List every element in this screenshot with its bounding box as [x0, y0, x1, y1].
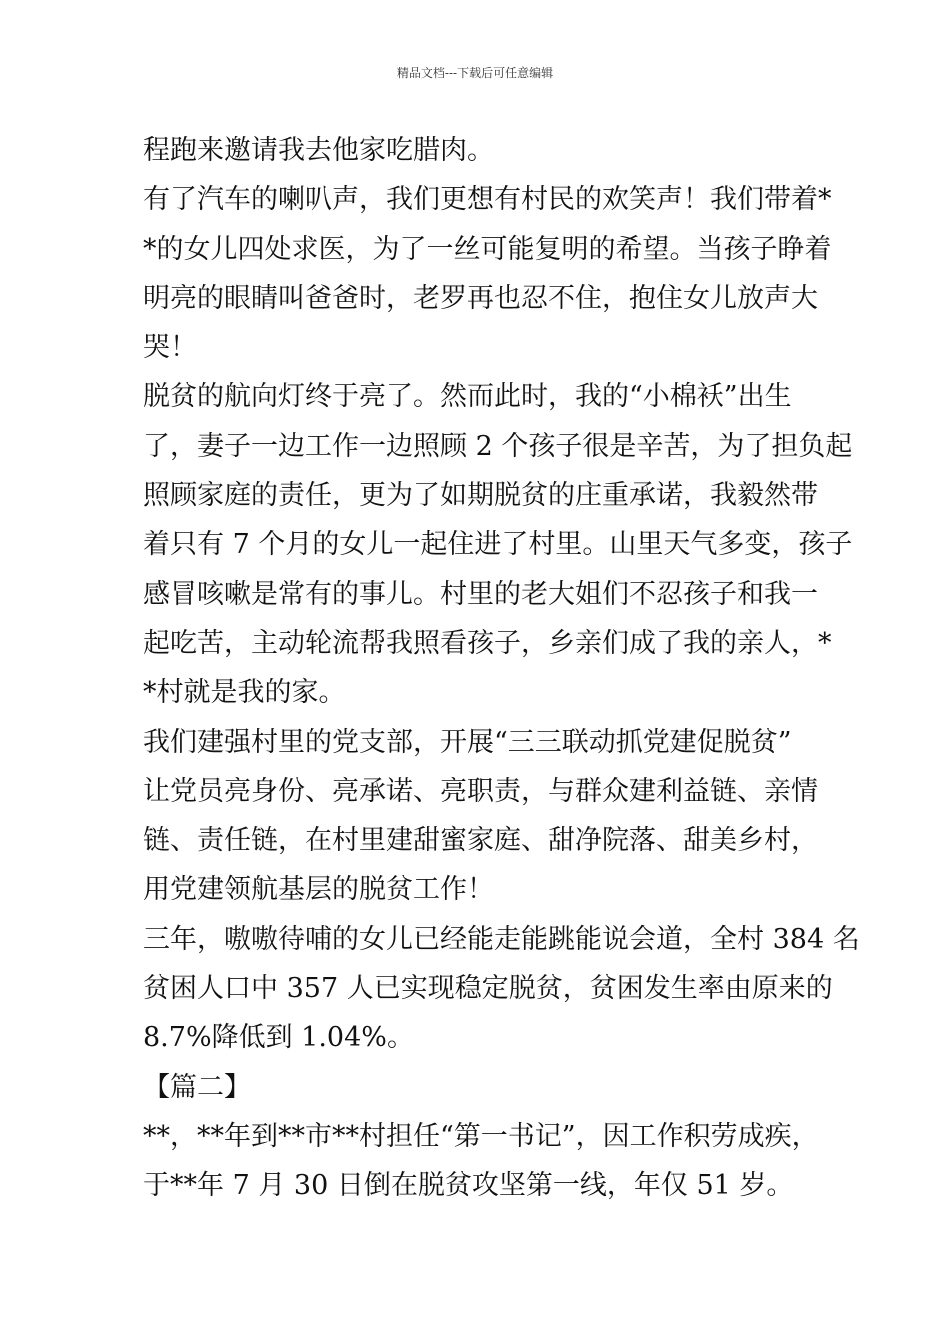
text-line: 程跑来邀请我去他家吃腊肉。: [143, 135, 494, 166]
text-line: 我们建强村里的党支部，开展“三三联动抓党建促脱贫”: [143, 726, 792, 758]
document-body: [143, 126, 860, 1211]
text-line: 于**年 7 月 30 日倒在脱贫攻坚第一线，年仅 51 岁。: [143, 1170, 794, 1202]
text-line: 哭！: [143, 332, 197, 364]
text-line: 脱贫的航向灯终于亮了。然而此时，我的“小棉袄”出生: [143, 381, 792, 413]
text-line: 明亮的眼睛叫爸爸时，老罗再也忍不住，抱住女儿放声大: [143, 282, 818, 314]
text-line: 8.7%降低到 1.04%。: [143, 1022, 414, 1054]
text-line: 让党员亮身份、亮承诺、亮职责，与群众建利益链、亲情: [143, 775, 818, 807]
text-line: 了，妻子一边工作一边照顾 2 个孩子很是辛苦，为了担负起: [143, 430, 853, 462]
text-line: 起吃苦，主动轮流帮我照看孩子，乡亲们成了我的亲人，*: [143, 627, 832, 659]
text-line: *村就是我的家。: [143, 677, 346, 709]
text-line: 贫困人口中 357 人已实现稳定脱贫，贫困发生率由原来的: [143, 973, 833, 1005]
section-heading: 【篇二】: [143, 1071, 251, 1103]
text-line: 照顾家庭的责任，更为了如期脱贫的庄重承诺，我毅然带: [143, 480, 818, 512]
text-line: **，**年到**市**村担任“第一书记”，因工作积劳成疾，: [143, 1120, 819, 1152]
text-line: 有了汽车的喇叭声，我们更想有村民的欢笑声！我们带着*: [143, 184, 832, 216]
page-header: 精品文档---下载后可任意编辑: [396, 66, 554, 80]
text-line: 链、责任链，在村里建甜蜜家庭、甜净院落、甜美乡村，: [143, 825, 818, 857]
text-line: 着只有 7 个月的女儿一起住进了村里。山里天气多变，孩子: [143, 529, 853, 561]
text-line: *的女儿四处求医，为了一丝可能复明的希望。当孩子睁着: [143, 233, 832, 265]
text-line: 感冒咳嗽是常有的事儿。村里的老大姐们不忍孩子和我一: [143, 578, 818, 610]
text-line: 用党建领航基层的脱贫工作！: [143, 874, 494, 906]
text-line: 三年，嗷嗷待哺的女儿已经能走能跳能说会道，全村 384 名: [143, 923, 860, 955]
